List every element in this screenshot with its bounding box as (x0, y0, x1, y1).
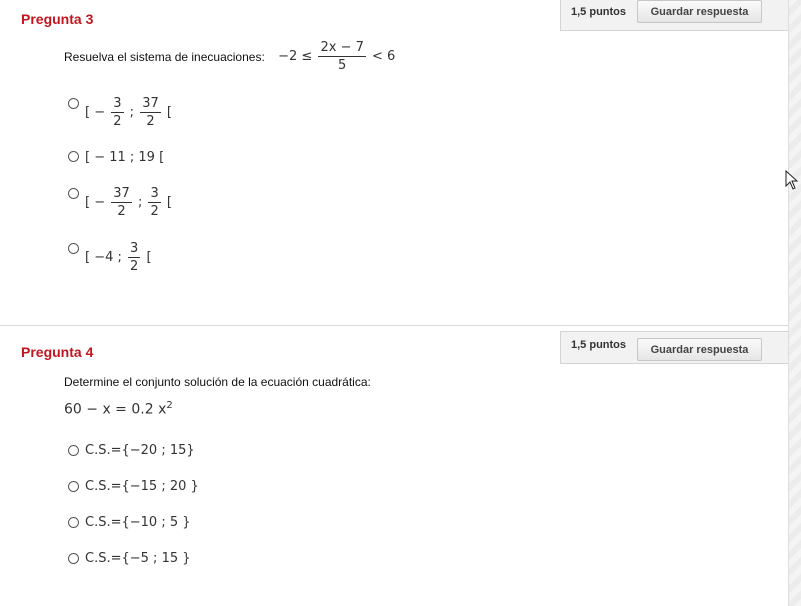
scroll-gutter[interactable] (788, 0, 801, 606)
fraction-denominator: 2 (130, 259, 139, 274)
question-title: Pregunta 3 (21, 11, 94, 27)
option-fraction (128, 241, 140, 274)
option-open: [ − (85, 195, 106, 210)
option-text (85, 186, 172, 219)
option-fraction-1 (111, 186, 132, 219)
answer-option[interactable] (68, 443, 195, 458)
option-text: C.S.={−5 ; 15 } (85, 551, 191, 566)
option-separator: ; (137, 195, 143, 210)
option-text: C.S.={−10 ; 5 } (85, 515, 191, 530)
option-text: C.S.={−20 ; 15} (85, 443, 195, 458)
question-prompt (64, 40, 395, 73)
fraction-numerator: 3 (113, 96, 122, 111)
fraction-numerator: 2x − 7 (320, 40, 364, 55)
equation-exponent: 2 (166, 400, 173, 411)
inequality-fraction (318, 40, 365, 73)
equation-text: 60 − x = 0.2 x (64, 401, 167, 418)
option-open: [ − (85, 105, 106, 120)
option-close: [ (146, 250, 152, 265)
option-close: [ (166, 195, 172, 210)
mouse-pointer-icon (785, 170, 799, 190)
option-text (85, 241, 152, 274)
inequality-left: −2 ≤ (278, 49, 313, 64)
points-label: 1,5 puntos (571, 339, 627, 351)
option-fraction-1 (111, 96, 123, 129)
fraction-denominator: 5 (338, 58, 347, 73)
save-answer-button[interactable]: Guardar respuesta (637, 0, 762, 23)
option-text: C.S.={−15 ; 20 } (85, 479, 199, 494)
option-text (85, 96, 172, 129)
question-4 (0, 326, 789, 606)
radio-circle-icon[interactable] (68, 188, 79, 199)
fraction-denominator: 2 (150, 204, 159, 219)
fraction-denominator: 2 (113, 114, 122, 129)
fraction-numerator: 37 (142, 96, 159, 111)
fraction-denominator: 2 (146, 114, 155, 129)
answer-option[interactable] (68, 551, 191, 566)
option-fraction-2 (140, 96, 161, 129)
inequality (278, 40, 396, 73)
answer-option[interactable] (68, 241, 152, 274)
option-text: [ − 11 ; 19 [ (85, 150, 165, 165)
question-title: Pregunta 4 (21, 344, 94, 360)
prompt-text: Resuelva el sistema de inecuaciones: (64, 49, 265, 64)
answer-option[interactable] (68, 150, 164, 165)
radio-circle-icon[interactable] (68, 151, 79, 162)
answer-option[interactable] (68, 479, 199, 494)
points-label: 1,5 puntos (571, 6, 627, 18)
radio-circle-icon[interactable] (68, 553, 79, 564)
fraction-numerator: 3 (130, 241, 139, 256)
question-prompt: Determine el conjunto solución de la ecuación cuadrática: (64, 375, 371, 389)
option-fraction-2 (148, 186, 160, 219)
answer-option[interactable] (68, 515, 191, 530)
answer-option[interactable] (68, 96, 172, 129)
radio-circle-icon[interactable] (68, 98, 79, 109)
radio-circle-icon[interactable] (68, 445, 79, 456)
score-panel (560, 0, 789, 31)
fraction-numerator: 3 (150, 186, 159, 201)
save-answer-button[interactable]: Guardar respuesta (637, 338, 762, 361)
score-panel (560, 331, 789, 364)
inequality-right: < 6 (372, 49, 396, 64)
radio-circle-icon[interactable] (68, 243, 79, 254)
equation (64, 400, 173, 418)
option-open: [ −4 ; (85, 250, 122, 265)
radio-circle-icon[interactable] (68, 481, 79, 492)
option-separator: ; (129, 105, 135, 120)
fraction-denominator: 2 (117, 204, 126, 219)
fraction-numerator: 37 (113, 186, 130, 201)
answer-option[interactable] (68, 186, 172, 219)
option-close: [ (166, 105, 172, 120)
radio-circle-icon[interactable] (68, 517, 79, 528)
